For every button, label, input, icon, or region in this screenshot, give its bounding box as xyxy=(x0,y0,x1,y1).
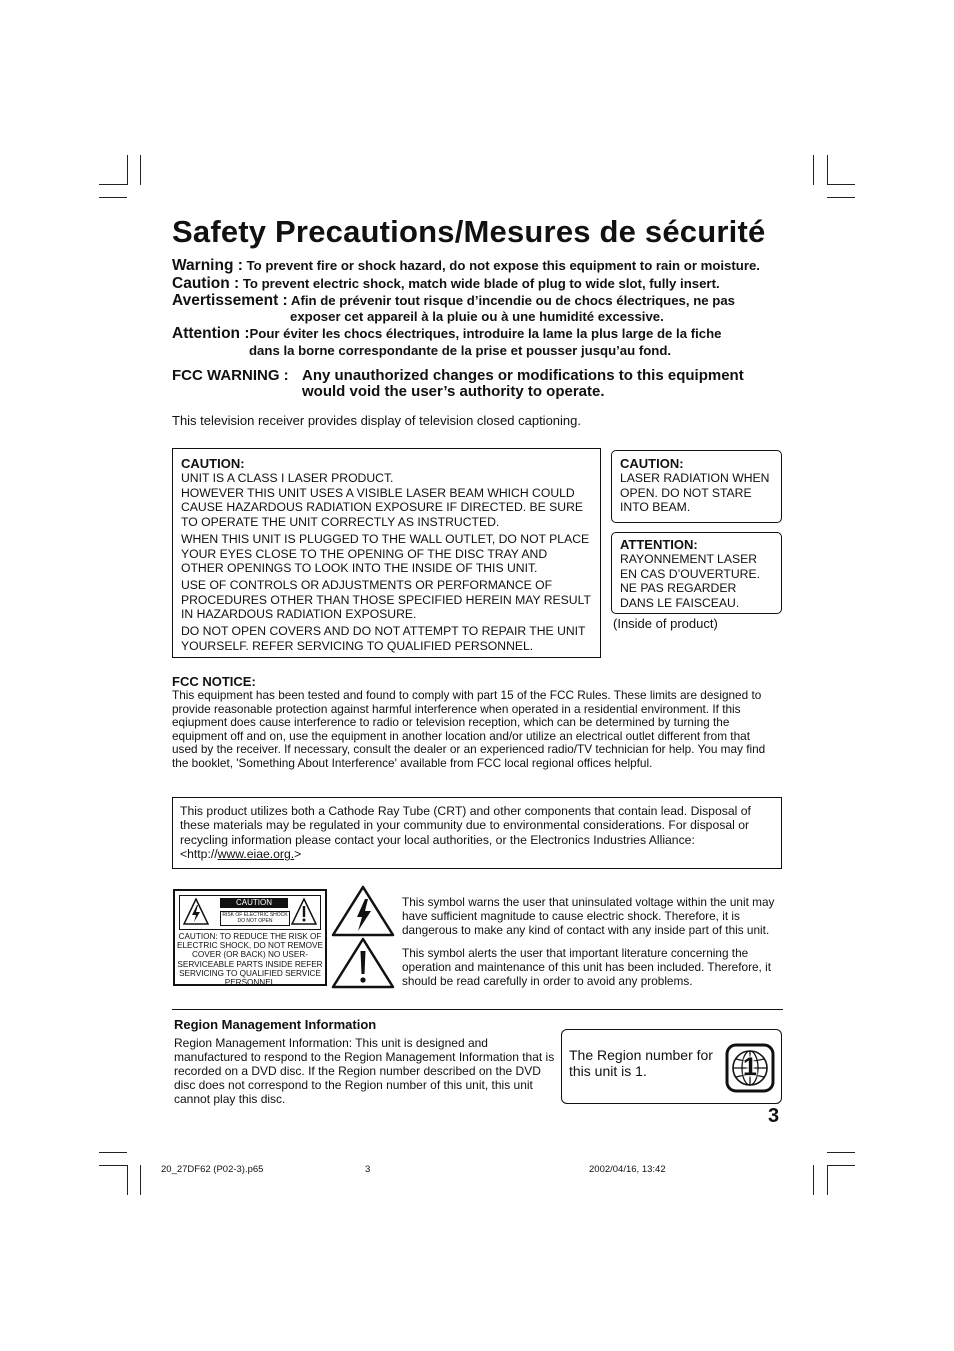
lightning-symbol-icon xyxy=(331,885,395,937)
avertissement-text-2: exposer cet appareil à la pluie ou à une humidité excessive. xyxy=(290,309,664,324)
shock-label-badge: CAUTION xyxy=(220,898,288,908)
laser-caution-box xyxy=(172,448,601,658)
inside-product-note: (Inside of product) xyxy=(613,616,718,631)
section-divider xyxy=(172,1009,783,1010)
region-number-badge: 1 xyxy=(743,1053,757,1081)
footer-timestamp: 2002/04/16, 13:42 xyxy=(589,1164,666,1175)
avertissement-line xyxy=(172,292,735,310)
eiae-link[interactable]: www.eiae.org. xyxy=(217,847,295,862)
attention-line xyxy=(172,325,721,343)
fcc-warning-label: FCC WARNING : xyxy=(172,367,289,384)
lead-notice-suffix: > xyxy=(294,847,302,862)
shock-label-header xyxy=(179,895,321,930)
lead-notice-text: This product utilizes both a Cathode Ray Tube (CRT) and other components that contain lead. Disposal of these materials may be regulated in your community due to environmental considerations. For disposal or recycling information please contact your local authorities, or the Electronics Industries Alliance: <http:// xyxy=(180,804,751,862)
warning-text: To prevent fire or shock hazard, do not expose this equipment to rain or moisture. xyxy=(246,258,760,273)
shock-caution-label xyxy=(173,889,327,986)
radiation-caution-text: LASER RADIATION WHEN OPEN. DO NOT STARE INTO BEAM. xyxy=(620,471,770,515)
region-number-box xyxy=(561,1029,782,1104)
page-title: Safety Precautions/Mesures de sécurité xyxy=(172,214,766,249)
laser-caution-paragraph-1: UNIT IS A CLASS I LASER PRODUCT. HOWEVER THIS UNIT USES A VISIBLE LASER BEAM WHICH COULD CAUSE HAZARDOUS RADIATION EXPOSURE IF DIRECTED. BE SURE TO OPERATE THE UNIT CORRECTLY AS INSTRUCTED. xyxy=(181,471,584,530)
footer-filename: 20_27DF62 (P02-3).p65 xyxy=(161,1164,264,1175)
footer-page: 3 xyxy=(365,1164,371,1175)
laser-caution-paragraph-2: WHEN THIS UNIT IS PLUGGED TO THE WALL OUTLET, DO NOT PLACE YOUR EYES CLOSE TO THE OPENING OF THE DISC TRAY AND OTHER OPENINGS TO LOOK INTO THE INSIDE OF THIS UNIT. xyxy=(181,531,590,576)
laser-caution-header: CAUTION: xyxy=(181,456,245,471)
laser-radiation-caution-box xyxy=(611,450,782,523)
page-number: 3 xyxy=(768,1105,780,1127)
closed-caption-note: This television receiver provides display of television closed captioning. xyxy=(172,413,581,428)
region-management-body: Region Management Information: This unit is designed and manufactured to respond to the Region Management Information that is recorded on a DVD disc. If the Region number described on the DVD disc does not correspond to the Region number of this unit, this unit cannot play this disc. xyxy=(174,1036,555,1106)
warning-label: Warning : xyxy=(172,257,243,274)
region-number-text: The Region number for this unit is 1. xyxy=(569,1047,713,1079)
caution-line xyxy=(172,275,720,293)
radiation-attention-header: ATTENTION: xyxy=(620,537,698,552)
exclamation-symbol-description: This symbol alerts the user that important literature concerning the operation and maintenance of this unit has been included. Therefore, it should be read carefully in order to avoid any problems. xyxy=(402,946,772,989)
fcc-notice-title: FCC NOTICE: xyxy=(172,674,256,689)
attention-label: Attention : xyxy=(172,325,250,342)
warning-line xyxy=(172,257,760,275)
attention-text-1: Pour éviter les chocs électriques, introduire la lame la plus large de la fiche xyxy=(249,326,722,341)
caution-label: Caution : xyxy=(172,275,240,292)
lightning-symbol-description: This symbol warns the user that uninsulated voltage within the unit may have sufficient magnitude to cause electric shock. Therefore, it is dangerous to make any kind of contact with any inside part of this unit. xyxy=(402,895,775,938)
lead-disposal-notice xyxy=(172,797,782,869)
radiation-caution-header: CAUTION: xyxy=(620,456,684,471)
laser-radiation-attention-box xyxy=(611,532,782,614)
caution-text: To prevent electric shock, match wide blade of plug to wide slot, fully insert. xyxy=(242,276,720,291)
fcc-notice-body: This equipment has been tested and found to comply with part 15 of the FCC Rules. These limits are designed to provide reasonable protection against harmful interference when operated in a residential environment. If this eqiupment does cause interference to radio or television reception, which can be determined by turning the equipment off and on, use the equipment in another location and/or utilize an electrical outlet different from that used by the receiver. If necessary, consult the dealer or an experienced radio/TV technician for help. You may find the booklet, 'Something About Interference' available from FCC local regional offices helpful. xyxy=(172,688,766,770)
avertissement-label: Avertissement : xyxy=(172,292,288,309)
laser-caution-paragraph-3: USE OF CONTROLS OR ADJUSTMENTS OR PERFORMANCE OF PROCEDURES OTHER THAN THOSE SPECIFIED HEREIN MAY RESULT IN HAZARDOUS RADIATION EXPOSURE. xyxy=(181,577,591,622)
lightning-triangle-icon xyxy=(183,898,209,925)
laser-caution-paragraph-4: DO NOT OPEN COVERS AND DO NOT ATTEMPT TO REPAIR THE UNIT YOURSELF. REFER SERVICING TO QUALIFIED PERSONNEL. xyxy=(181,624,586,653)
fcc-warning-text-1: Any unauthorized changes or modifications to this equipment xyxy=(302,367,744,384)
avertissement-text-1: Afin de prévenir tout risque d’incendie ou de chocs électriques, ne pas xyxy=(290,293,736,308)
exclamation-triangle-icon xyxy=(291,898,317,925)
attention-text-2: dans la borne correspondante de la prise et pousser jusqu’au fond. xyxy=(249,343,672,358)
fcc-warning-text-2: would void the user’s authority to operate. xyxy=(302,383,605,400)
exclamation-symbol-icon xyxy=(331,937,395,989)
shock-label-text: CAUTION: TO REDUCE THE RISK OF ELECTRIC SHOCK, DO NOT REMOVE COVER (OR BACK) NO USER-SERVICEABLE PARTS INSIDE REFER SERVICING TO QUALIFIED SERVICE PERSONNEL xyxy=(177,932,323,988)
shock-label-subtext: RISK OF ELECTRIC SHOCK DO NOT OPEN xyxy=(220,911,290,926)
radiation-attention-text: RAYONNEMENT LASER EN CAS D’OUVERTURE. NE PAS REGARDER DANS LE FAISCEAU. xyxy=(620,552,760,611)
region-management-title: Region Management Information xyxy=(174,1017,377,1032)
